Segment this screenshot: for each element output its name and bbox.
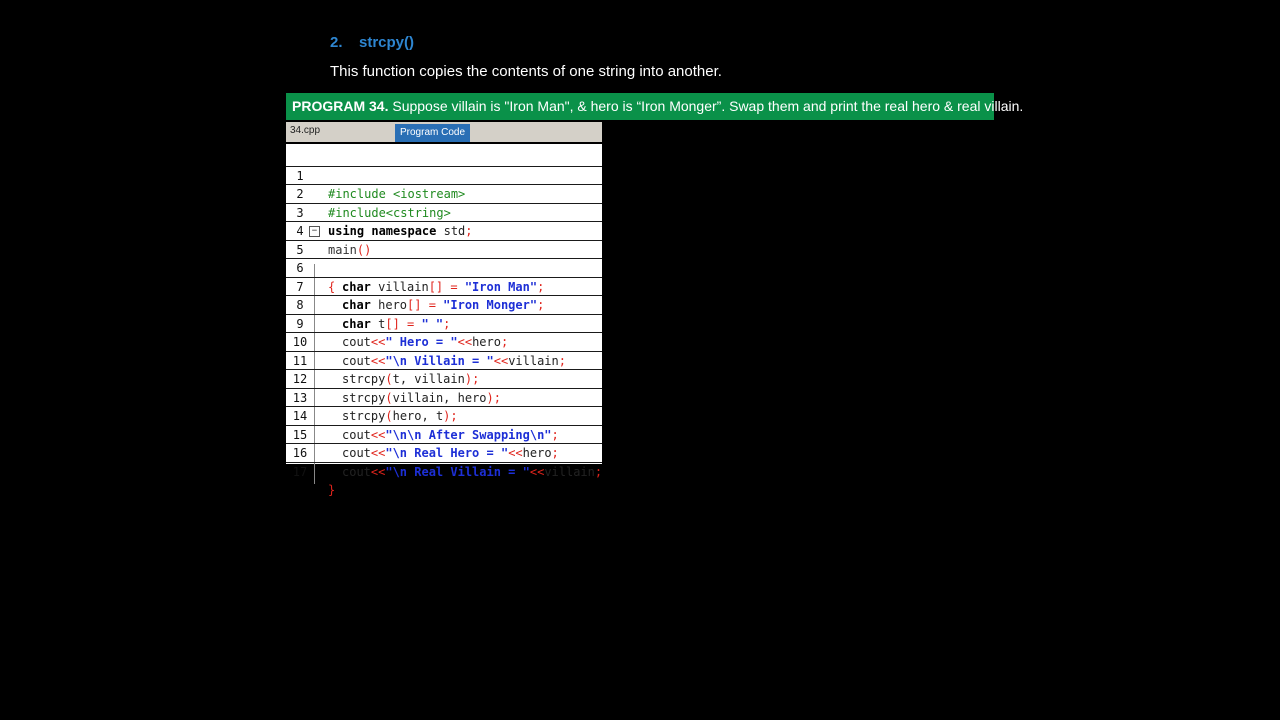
- code-text: char villain[] = "Iron Man";: [342, 279, 545, 294]
- code-editor-screenshot: [286, 122, 603, 497]
- code-text: cout<<" Hero = "<<hero;: [342, 335, 509, 349]
- program-label: PROGRAM 34.: [292, 98, 389, 114]
- line-number: 11: [292, 353, 308, 368]
- code-text: char hero[] = "Iron Monger";: [342, 298, 545, 312]
- line-number: 12: [292, 372, 308, 386]
- code-text: #include<cstring>: [328, 205, 451, 220]
- code-text: strcpy(t, villain);: [342, 372, 480, 386]
- code-text: cout<<"\n\n After Swapping\n";: [342, 427, 559, 442]
- section-description: This function copies the contents of one string into another.: [330, 63, 722, 80]
- section-title: strcpy(): [359, 34, 415, 51]
- line-number: 2: [296, 187, 304, 201]
- program-code-tab[interactable]: Program Code: [395, 124, 470, 142]
- line-number: 14: [292, 409, 308, 423]
- code-text: main(): [328, 242, 372, 257]
- section-number: 2.: [330, 34, 343, 51]
- line-number: 10: [292, 335, 308, 349]
- code-text: cout<<"\n Villain = "<<villain;: [342, 353, 566, 368]
- fold-toggle-icon[interactable]: −: [309, 226, 320, 237]
- code-text: {: [328, 279, 336, 294]
- code-line: [286, 148, 602, 201]
- line-number: 17: [292, 464, 308, 479]
- line-number: 15: [292, 427, 308, 442]
- program-text: Suppose villain is "Iron Man", & hero is “Iron Monger”. Swap them and print the real hero & real villain.: [388, 98, 1024, 114]
- code-text: char t[] = " ";: [342, 316, 451, 331]
- code-line: [286, 241, 602, 294]
- line-number: 16: [292, 446, 308, 460]
- program-banner: [286, 93, 1024, 120]
- code-text: strcpy(villain, hero);: [342, 390, 501, 405]
- line-number: 3: [296, 205, 304, 220]
- line-number: 5: [296, 242, 304, 257]
- section-heading: [330, 34, 414, 51]
- code-text: }: [328, 483, 336, 497]
- code-text: cout<<"\n Real Hero = "<<hero;: [342, 446, 559, 460]
- code-area: [286, 148, 603, 497]
- line-number: 6: [296, 261, 304, 275]
- file-tab[interactable]: 34.cpp: [290, 125, 321, 136]
- line-number: 7: [296, 279, 304, 294]
- code-text: #include <iostream>: [328, 187, 466, 201]
- line-number: 1: [296, 168, 304, 183]
- line-number: 8: [296, 298, 304, 312]
- code-text: using namespace std;: [328, 224, 473, 238]
- line-number: 4: [296, 224, 304, 238]
- code-text: strcpy(hero, t);: [342, 409, 458, 423]
- line-number: 13: [292, 390, 308, 405]
- code-text: cout<<"\n Real Villain = "<<villain;: [342, 464, 603, 479]
- line-number: 9: [296, 316, 304, 331]
- editor-tab-bar: [286, 122, 602, 144]
